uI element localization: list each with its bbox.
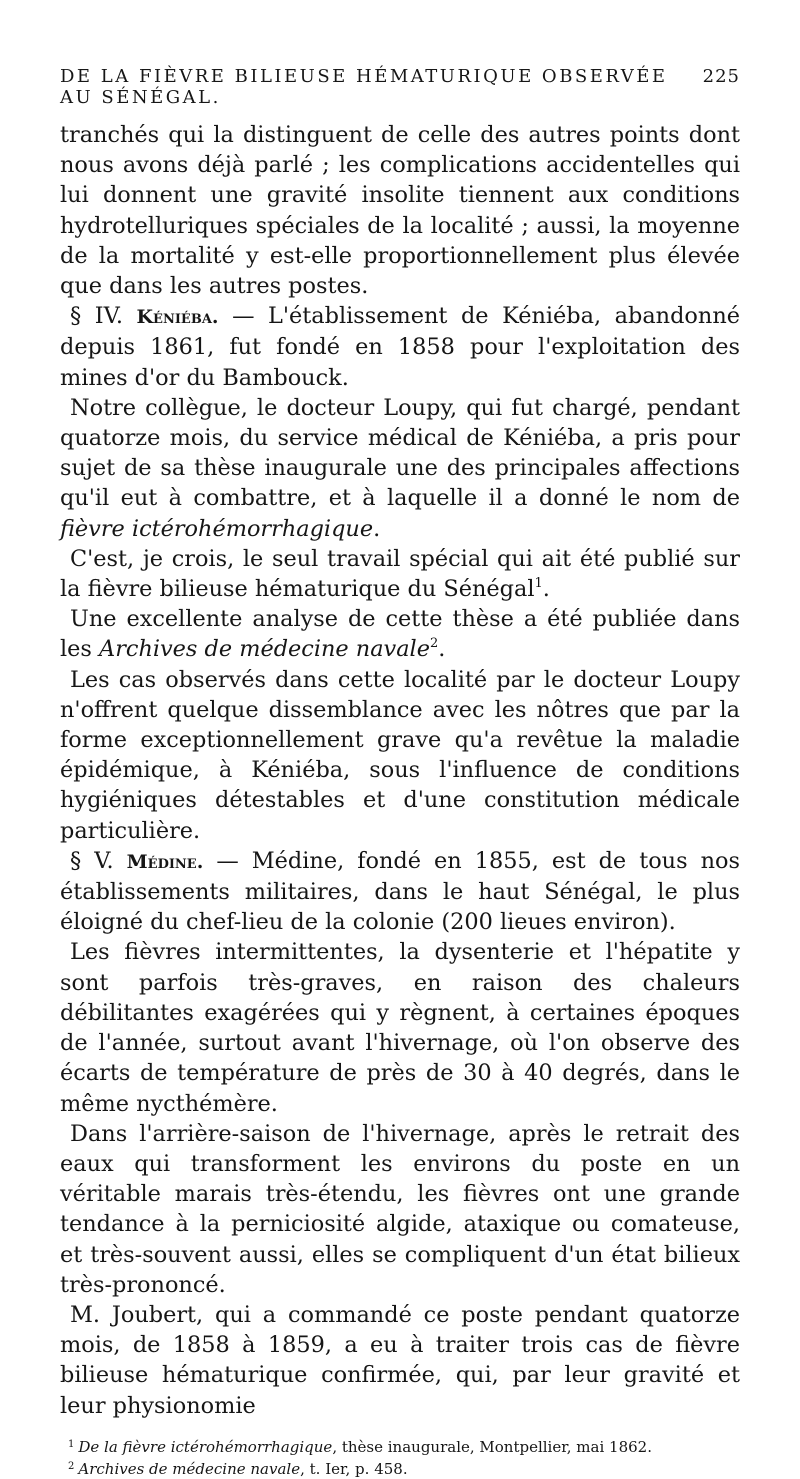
footnote-title: Archives de médecine navale xyxy=(78,1459,301,1478)
section-heading: Médine. xyxy=(126,850,204,873)
page xyxy=(60,66,740,1479)
italic-term: fièvre ictérohémorrhagique xyxy=(60,515,374,542)
paragraph-text: C'est, je crois, le seul travail spécial qui ait été publié sur la fièvre bilieuse hématurique du Sénégal xyxy=(60,545,740,603)
paragraph xyxy=(60,604,740,664)
punctuation: . xyxy=(542,576,550,603)
paragraph: Dans l'arrière-saison de l'hivernage, après le retrait des eaux qui transforment les environs du poste en un véritable marais très-étendu, les fièvres ont une grande tendance à la perniciosité algide, ataxique ou comateuse, et très-souvent aussi, elles se compliquent d'un état bilieux très-prononcé. xyxy=(60,1120,740,1298)
paragraph-section-v xyxy=(60,846,740,938)
running-title: DE LA FIÈVRE BILIEUSE HÉMATURIQUE OBSERVÉE AU SÉNÉGAL. xyxy=(60,66,668,108)
paragraph-text: Notre collègue, le docteur Loupy, qui fut chargé, pendant quatorze mois, du service médical de Kéniéba, a pris pour sujet de sa thèse inaugurale une des principales affections qu'il eut à combattre, et à laquelle il a donné le nom de xyxy=(60,394,740,512)
footnotes xyxy=(60,1435,740,1479)
footnote xyxy=(60,1457,740,1479)
section-mark: § V. xyxy=(70,847,114,874)
paragraph: M. Joubert, qui a commandé ce poste pendant quatorze mois, de 1858 à 1859, a eu à traiter trois cas de fièvre bilieuse hématurique confirmée, qui, par leur gravité et leur physionomie xyxy=(60,1301,740,1419)
paragraph-text: — L'établissement de Kéniéba, abandonné depuis 1861, fut fondé en 1858 pour l'exploitation des mines d'or du Bambouck. xyxy=(60,303,741,391)
section-heading: Kéniéba. xyxy=(136,306,219,329)
italic-title: Archives de médecine navale xyxy=(99,636,430,663)
paragraph xyxy=(60,393,740,544)
paragraph: Les cas observés dans cette localité par le docteur Loupy n'offrent quelque dissemblance avec les nôtres que par la forme exceptionnellement grave qu'a revêtue la maladie épidémique, à Kéniéba, sous l'influence de conditions hygiéniques détestables et d'une constitution médicale particulière. xyxy=(60,666,740,844)
section-mark: § IV. xyxy=(70,303,123,330)
footnote-ref: 2 xyxy=(429,636,439,652)
page-number: 225 xyxy=(702,66,740,87)
punctuation: . xyxy=(438,636,446,663)
paragraph-text: Une excellente analyse de cette thèse a été publiée dans les xyxy=(60,606,740,663)
footnote-mark: 2 xyxy=(68,1460,75,1472)
paragraph-text: — Médine, fondé en 1855, est de tous nos établissements militaires, dans le haut Sénégal, le plus éloigné du chef-lieu de la colonie (200 lieues environ). xyxy=(60,847,740,936)
footnote-title: De la fièvre ictérohémorrhagique xyxy=(78,1437,333,1456)
footnote-text: , thèse inaugurale, Montpellier, mai 1862. xyxy=(332,1437,652,1456)
body-text xyxy=(60,120,740,1421)
paragraph: tranchés qui la distinguent de celle des autres points dont nous avons déjà parlé ; les complications accidentelles qui lui donnent une gravité insolite tiennent aux conditions hydrotelluriques spéciales de la localité ; aussi, la moyenne de la mortalité y est-elle proportionnellement plus élevée que dans les autres postes. xyxy=(60,122,740,300)
footnote-mark: 1 xyxy=(68,1438,75,1450)
footnote xyxy=(60,1435,740,1457)
paragraph xyxy=(60,544,740,604)
punctuation: . xyxy=(373,515,381,542)
paragraph-section-iv xyxy=(60,301,740,393)
running-head xyxy=(60,66,740,108)
paragraph: Les fièvres intermittentes, la dysenterie et l'hépatite y sont parfois très-graves, en raison des chaleurs débilitantes exagérées qui y règnent, à certaines époques de l'année, surtout avant l'hivernage, où l'on observe des écarts de température de près de 30 à 40 degrés, dans le même nycthémère. xyxy=(60,939,740,1117)
footnote-ref: 1 xyxy=(534,576,543,592)
footnote-text: , t. Ier, p. 458. xyxy=(300,1459,408,1478)
